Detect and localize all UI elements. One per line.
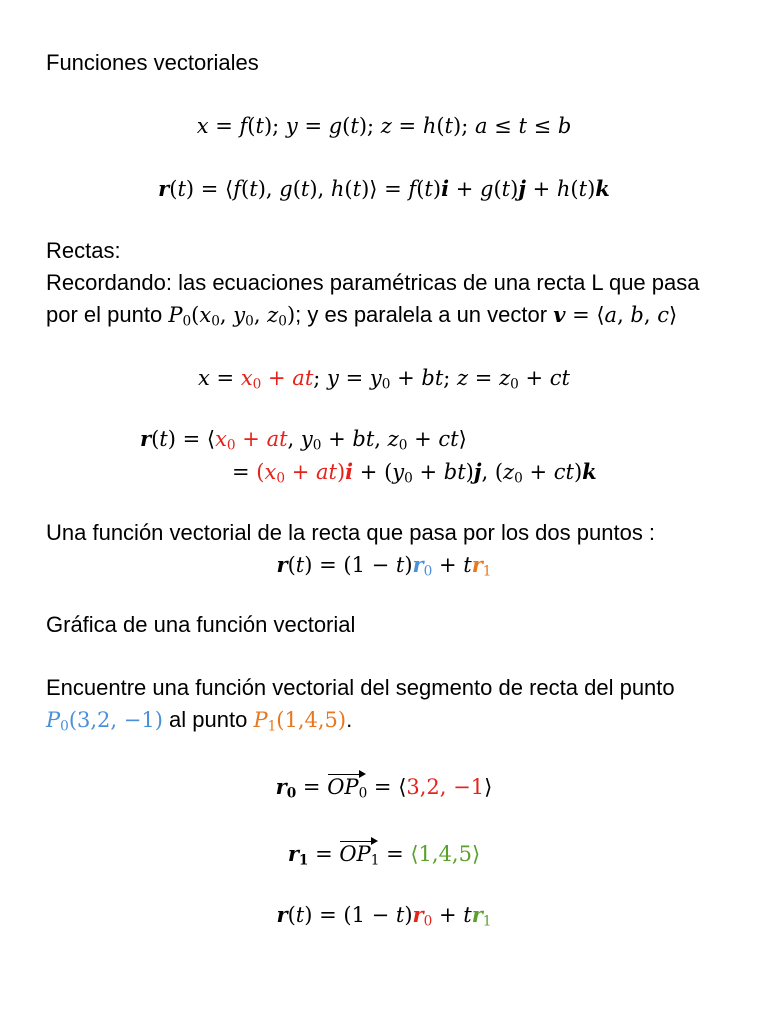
r0-equation: $r_0 = OP_0$ = ⟨3,2, −1⟩ — [275, 774, 493, 802]
section-heading-lines: Rectas: — [46, 238, 121, 263]
vector-function-definition: r(t) = ⟨f(t), g(t), h(t)⟩ = f(t)i + g(t)j + h(t)k — [158, 176, 610, 201]
vector-v-expression: v = ⟨a, b, c⟩ — [553, 302, 678, 327]
prompt-end-text: . — [346, 707, 353, 732]
prompt-mid-text: al punto — [169, 707, 248, 732]
two-points-formula: $r(t) = (1 - t)r_0 + tr_1$ — [276, 552, 492, 580]
parametric-equations-general: x = f(t); y = g(t); z = h(t); a ≤ t ≤ b — [196, 114, 572, 138]
point-p0-value: $P_0(3,2$, −1) — [46, 708, 163, 735]
intro-text-a: por el punto — [46, 302, 163, 327]
example-prompt-line2 — [46, 707, 353, 735]
line-parametric-equations: $x = x_0$ + at; $y = y_0$ + bt; $z = z_0$ + ct — [198, 366, 570, 393]
result-equation: $r(t) = (1 - t)r_0 + tr_1$ — [276, 902, 492, 930]
intro-text-b: ; y es paralela a un vector — [295, 302, 548, 327]
section-heading-vector-functions: Funciones vectoriales — [46, 50, 259, 75]
point-p0-expression: $P_0(x_0$, $y_0$, $z_0$) — [168, 303, 296, 330]
point-p1-value: $P_1(1,4,5)$ — [253, 708, 347, 735]
two-points-text: Una función vectorial de la recta que pasa por los dos puntos : — [46, 520, 656, 545]
lines-intro-text-2 — [46, 302, 678, 330]
example-prompt-line1: Encuentre una función vectorial del segmento de recta del punto — [46, 675, 675, 700]
r1-equation: $r_1 = OP_1$ = ⟨1,4,5⟩ — [287, 841, 481, 869]
line-vector-equation-2: = $(x_0 + at)i + (y_0 + bt)j$, $(z_0 + ct)k$ — [232, 459, 597, 487]
line-vector-equation-1: $r(t) = ⟨x_0$ + at, $y_0$ + bt, $z_0$ + ct⟩ — [140, 426, 467, 454]
section-heading-graph: Gráfica de una función vectorial — [46, 612, 356, 637]
lines-intro-text: Recordando: las ecuaciones paramétricas de una recta L que pasa — [46, 270, 700, 295]
